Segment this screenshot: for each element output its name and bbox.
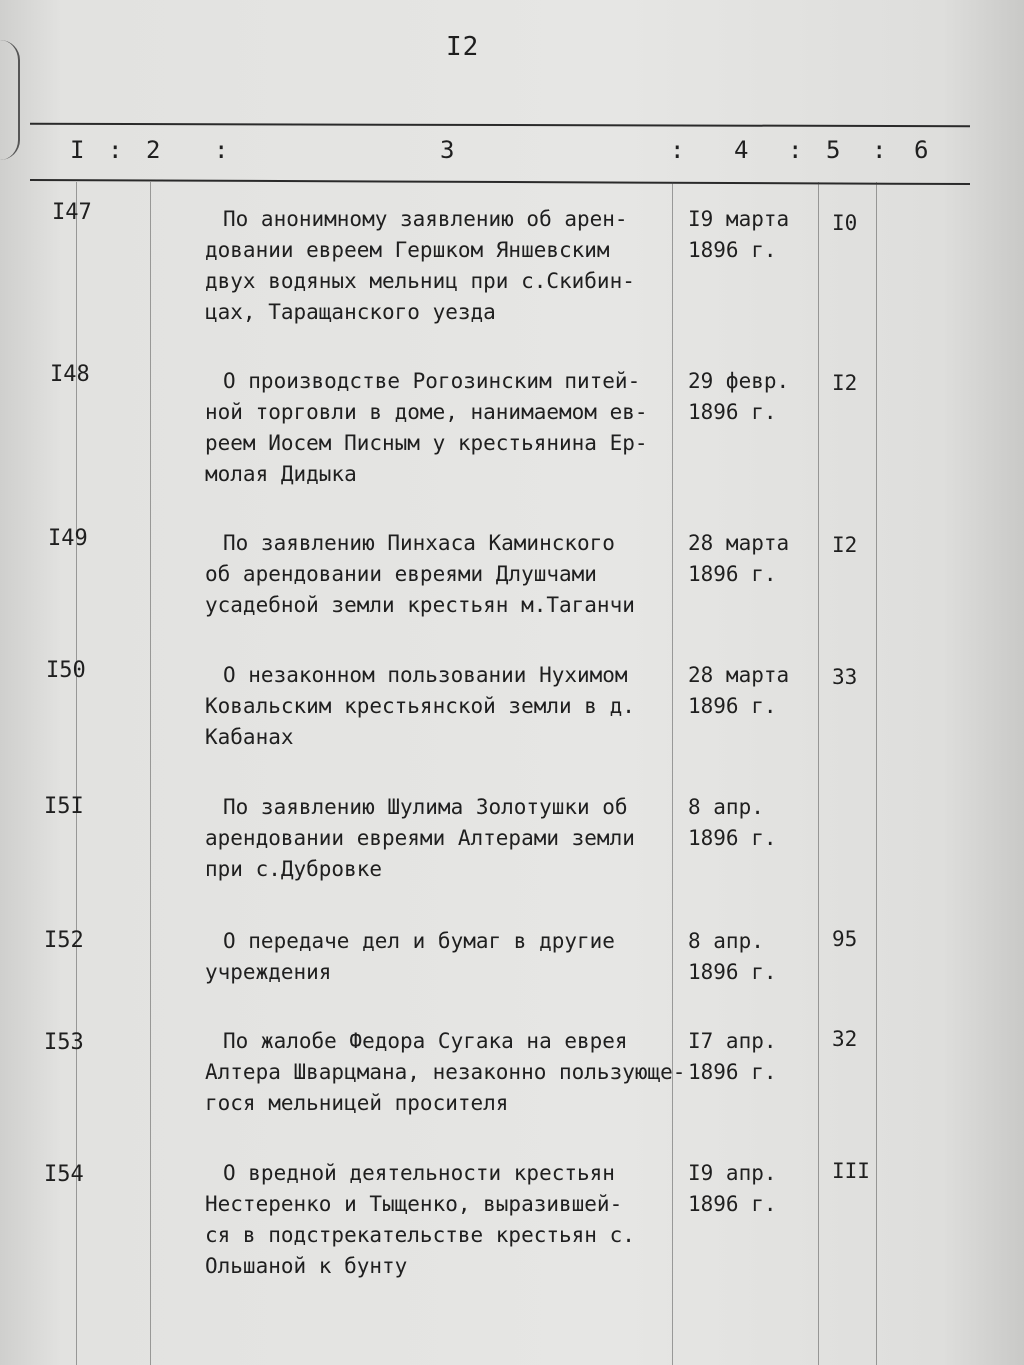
entry-sheet-count: I2 (832, 371, 858, 395)
column-header-row (30, 136, 970, 176)
entry-title: По жалобе Федора Сугака на еврея Алтера Шварцмана, незаконно пользующе- гося мельницей просителя (205, 1029, 686, 1115)
entry-sheet-count: 33 (832, 665, 858, 689)
entry-title: О передаче дел и бумаг в другие учреждения (205, 929, 615, 984)
column-header-1: I (70, 136, 85, 164)
entry-title: По заявлению Пинхаса Каминского об арендовании евреями Длушчами усадебной земли крестьян м.Таганчи (205, 531, 635, 617)
entry-date: 29 февр. 1896 г. (688, 369, 790, 424)
entry-number: I5I (44, 794, 84, 819)
entry-title: О производстве Рогозинским питей- ной торговли в доме, нанимаемом ев- реем Иосем Писным у крестьянина Ер- молая Дидыка (205, 369, 648, 486)
entry-number: I50 (46, 658, 86, 683)
entry-number: I48 (50, 362, 90, 387)
entry-date: 28 марта 1896 г. (688, 663, 790, 718)
entry-date: 28 марта 1896 г. (688, 531, 790, 586)
column-separator: : (872, 136, 887, 164)
header-bottom-rule (30, 179, 970, 185)
entry-title: О вредной деятельности крестьян Нестеренко и Тыщенко, выразившей- ся в подстрекательстве крестьян с. Ольшаной к бунту (205, 1161, 635, 1278)
column-header-6: 6 (914, 136, 929, 164)
entry-sheet-count: 32 (832, 1027, 858, 1051)
entry-title: О незаконном пользовании Нухимом Ковальским крестьянской земли в д. Кабанах (205, 663, 635, 749)
entry-date: I7 апр. 1896 г. (688, 1029, 777, 1084)
entry-number: I54 (44, 1162, 84, 1187)
entry-sheet-count: I2 (832, 533, 858, 557)
entry-number: I52 (44, 928, 84, 953)
header-top-rule (30, 123, 970, 127)
column-header-3: 3 (440, 136, 455, 164)
column-separator: : (670, 136, 685, 164)
entry-date: I9 марта 1896 г. (688, 207, 790, 262)
entry-date: 8 апр. 1896 г. (688, 929, 777, 984)
column-guide-line (76, 182, 77, 1365)
entry-title: По анонимному заявлению об арен- довании евреем Гершком Яншевским двух водяных мельниц при с.Скибин- цах, Таращанского уезда (205, 207, 635, 324)
column-header-4: 4 (734, 136, 749, 164)
entry-number: I49 (48, 526, 88, 551)
entry-sheet-count: 95 (832, 927, 858, 951)
binding-mark (0, 40, 20, 160)
column-separator: : (214, 136, 229, 164)
page-number: I2 (446, 32, 480, 62)
entry-date: I9 апр. 1896 г. (688, 1161, 777, 1216)
entry-sheet-count: III (832, 1159, 870, 1183)
entry-date: 8 апр. 1896 г. (688, 795, 777, 850)
column-separator: : (108, 136, 123, 164)
column-guide-line (876, 182, 877, 1365)
column-separator: : (788, 136, 803, 164)
entry-sheet-count: I0 (832, 211, 858, 235)
entry-number: I53 (44, 1030, 84, 1055)
entry-title: По заявлению Шулима Золотушки об арендовании евреями Алтерами земли при с.Дубровке (205, 795, 635, 881)
column-header-2: 2 (146, 136, 161, 164)
column-guide-line (150, 182, 151, 1365)
entry-number: I47 (52, 200, 92, 225)
column-header-5: 5 (826, 136, 841, 164)
